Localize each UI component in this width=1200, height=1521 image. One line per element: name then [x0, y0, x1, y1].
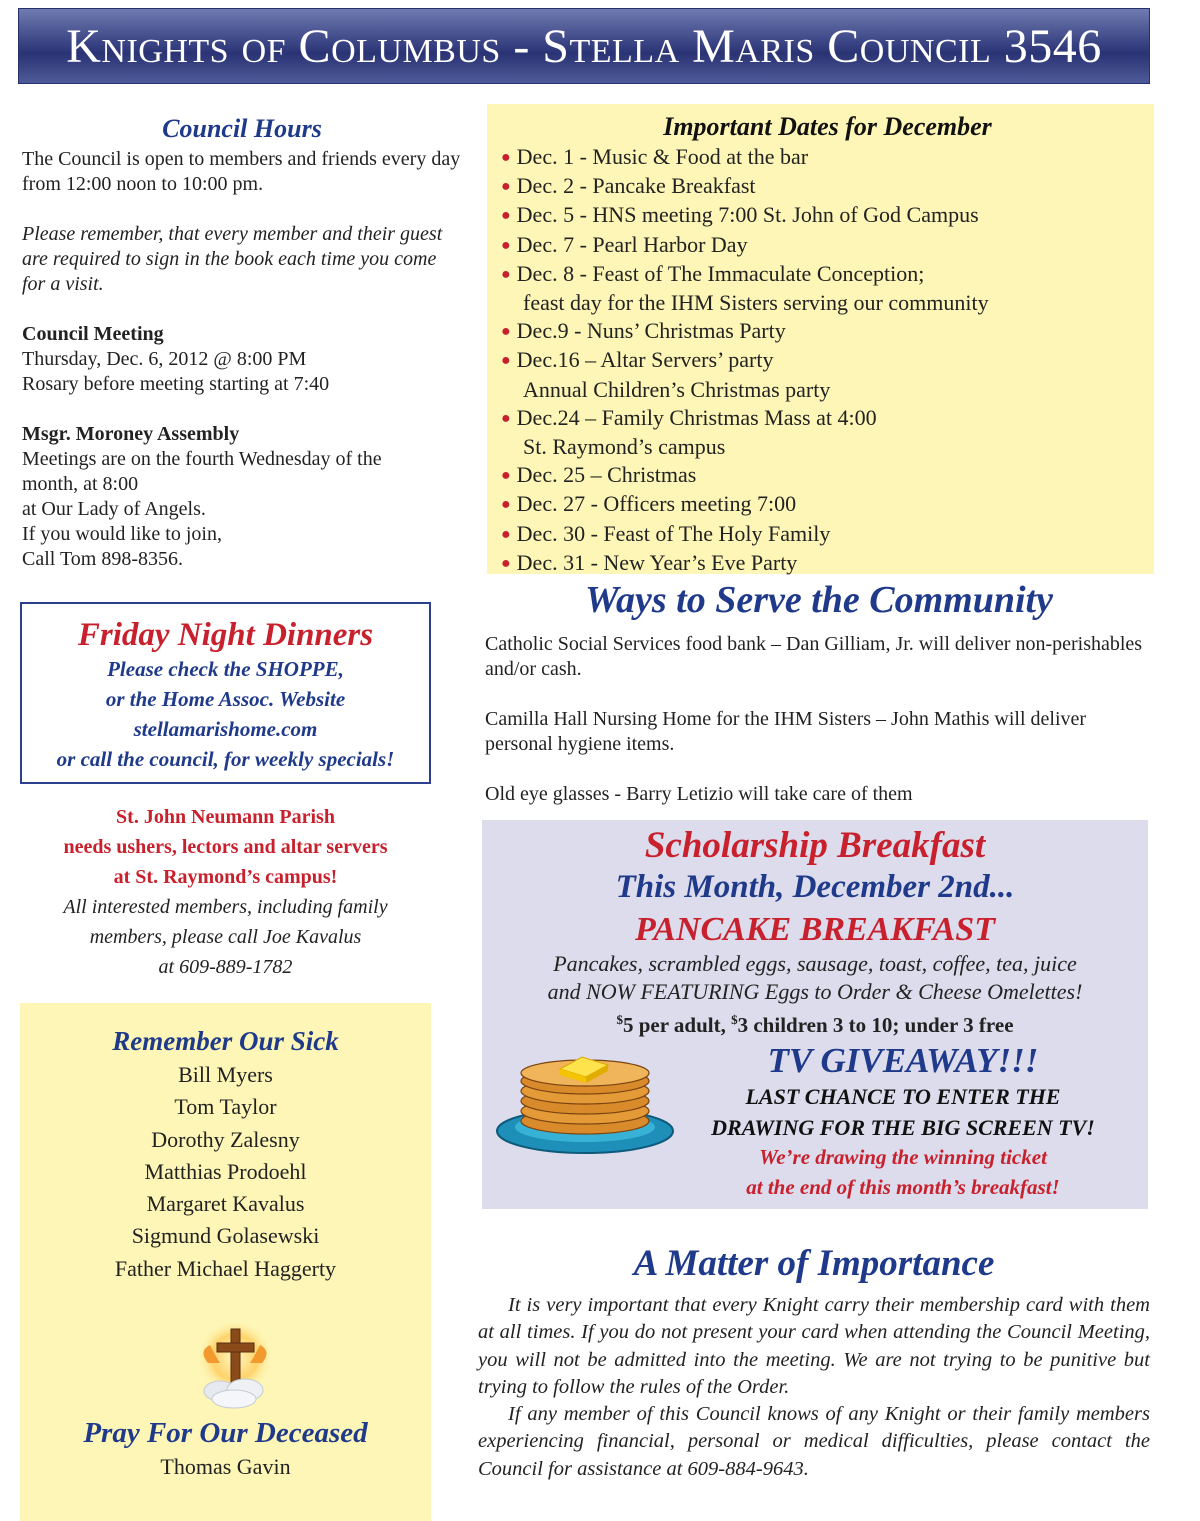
bullet-icon: ● [501, 525, 511, 543]
bullet-icon: ● [501, 236, 511, 254]
council-hours-title: Council Hours [162, 114, 322, 143]
assembly-title: Msgr. Moroney Assembly [22, 423, 240, 445]
sick-name: Tom Taylor [174, 1094, 277, 1120]
deceased-title: Pray For Our Deceased [83, 1417, 368, 1449]
bullet-icon: ● [501, 496, 511, 514]
neumann-contact-line: at 609-889-1782 [158, 956, 293, 978]
date-item [501, 404, 1154, 433]
bullet-icon: ● [501, 554, 511, 572]
last-chance-text [672, 1081, 1134, 1143]
bullet-icon: ● [501, 149, 511, 166]
sick-name: Margaret Kavalus [146, 1191, 305, 1217]
ways-to-serve-title: Ways to Serve the Community [585, 579, 1053, 621]
deceased-name: Thomas Gavin [160, 1454, 291, 1479]
date-item-text: Dec.16 – Altar Servers’ party [516, 347, 774, 373]
menu-line: and NOW FEATURING Eggs to Order & Cheese Omelettes! [547, 979, 1083, 1004]
important-dates-title: Important Dates for December [663, 112, 992, 141]
sign-in-reminder: Please remember, that every member and their guest are required to sign in the book each time you come for a visit. [22, 223, 443, 295]
website-link[interactable]: stellamarishome.com [133, 717, 318, 741]
pancake-stack-icon [490, 1035, 680, 1155]
bullet-icon: ● [501, 265, 511, 283]
scholarship-breakfast-box [482, 820, 1148, 1209]
rosary-note: Rosary before meeting starting at 7:40 [22, 373, 330, 395]
matter-title: A Matter of Importance [633, 1243, 995, 1284]
ways-to-serve-section [485, 578, 1153, 832]
assembly-line: at Our Lady of Angels. [22, 498, 206, 520]
last-chance-line: LAST CHANCE TO ENTER THE [745, 1084, 1061, 1109]
date-item [501, 260, 1154, 289]
serve-item: Catholic Social Services food bank – Dan Gilliam, Jr. will deliver non-perishables and/or cash. [485, 633, 1143, 680]
important-dates-box [487, 104, 1154, 574]
friday-line: Please check the SHOPPE, [107, 657, 344, 681]
matter-paragraph: It is very important that every Knight carry their membership card with them at all times. If you do not present your card when attending the Council Meeting, you will not be admitted into the meeting. We are not trying to be punitive but trying to follow the rules of the Order. [478, 1294, 1150, 1398]
bullet-icon: ● [501, 352, 511, 370]
menu-line: Pancakes, scrambled eggs, sausage, toast, coffee, tea, juice [553, 951, 1077, 976]
date-item [501, 231, 1154, 260]
date-item-text: Dec. 1 - Music & Food at the bar [516, 144, 809, 169]
drawing-note [672, 1142, 1134, 1202]
breakfast-menu [482, 950, 1148, 1006]
pancake-breakfast-heading: PANCAKE BREAKFAST [635, 911, 995, 948]
dollar-sign: $ [616, 1012, 623, 1027]
date-item-text: Dec. 27 - Officers meeting 7:00 [516, 491, 797, 517]
assembly-line: If you would like to join, [22, 523, 222, 545]
date-item [501, 461, 1154, 490]
friday-line: or call the council, for weekly specials! [56, 747, 395, 771]
council-meeting-block [22, 322, 462, 397]
drawing-line: We’re drawing the winning ticket [759, 1145, 1047, 1169]
friday-dinners-title: Friday Night Dinners [77, 617, 374, 653]
date-item-text: Dec. 31 - New Year’s Eve Party [516, 549, 798, 575]
council-hours-section [22, 116, 462, 572]
serve-item: Camilla Hall Nursing Home for the IHM Sisters – John Mathis will deliver personal hygiene items. [485, 708, 1087, 755]
serve-item: Old eye glasses - Barry Letizio will take care of them [485, 783, 913, 805]
date-item [501, 549, 1154, 578]
date-item-text: Dec. 25 – Christmas [516, 462, 697, 488]
date-item [501, 346, 1154, 375]
remember-sick-title: Remember Our Sick [112, 1026, 339, 1056]
date-item [501, 490, 1154, 519]
bullet-icon: ● [501, 467, 511, 485]
dollar-sign: $ [731, 1012, 738, 1027]
drawing-line: at the end of this month’s breakfast! [746, 1175, 1060, 1199]
date-item [501, 172, 1154, 201]
matter-of-importance-section [478, 1242, 1150, 1483]
date-item-continuation: St. Raymond’s campus [523, 434, 726, 460]
sick-name: Father Michael Haggerty [114, 1255, 337, 1281]
newsletter-banner [18, 8, 1150, 84]
banner-title: Knights of Columbus - Stella Maris Council 3546 [66, 20, 1102, 73]
matter-paragraph: If any member of this Council knows of any Knight or their family members experiencing financial, personal or medical difficulties, please contact the Council for assistance at 609-884-9643. [478, 1403, 1150, 1480]
cross-cloud-icon [190, 1323, 280, 1413]
sick-name: Sigmund Golasewski [131, 1223, 320, 1249]
bullet-icon: ● [501, 207, 511, 225]
date-item-text: Dec. 8 - Feast of The Immaculate Conception; [516, 260, 925, 286]
date-item-text: Dec. 30 - Feast of The Holy Family [516, 520, 831, 546]
last-chance-line: DRAWING FOR THE BIG SCREEN TV! [711, 1115, 1095, 1140]
sick-name: Dorothy Zalesny [151, 1126, 300, 1152]
date-item-text: Dec. 5 - HNS meeting 7:00 St. John of God Campus [516, 202, 979, 228]
date-item-continuation: Annual Children’s Christmas party [523, 376, 831, 402]
friday-dinners-box [20, 602, 431, 784]
date-item-text: Dec. 7 - Pearl Harbor Day [516, 231, 748, 257]
tv-giveaway-title: TV GIVEAWAY!!! [767, 1041, 1039, 1080]
assembly-line: month, at 8:00 [22, 473, 139, 495]
neumann-contact-line: members, please call Joe Kavalus [89, 926, 362, 948]
neumann-line: at St. Raymond’s campus! [113, 866, 338, 888]
assembly-line: Call Tom 898-8356. [22, 548, 184, 570]
date-item-text: Dec.24 – Family Christmas Mass at 4:00 [516, 404, 877, 430]
date-item-continuation: feast day for the IHM Sisters serving our community [523, 290, 989, 316]
bullet-icon: ● [501, 178, 511, 196]
scholarship-title: Scholarship Breakfast [644, 825, 986, 866]
neumann-parish-notice [20, 802, 431, 982]
neumann-line: St. John Neumann Parish [116, 806, 335, 828]
bullet-icon: ● [501, 409, 511, 427]
council-open-text: The Council is open to members and friends every day from 12:00 noon to 10:00 pm. [22, 148, 461, 195]
remember-sick-box [20, 1003, 431, 1521]
friday-line: or the Home Assoc. Website [105, 687, 346, 711]
neumann-contact-line: All interested members, including family [63, 896, 388, 918]
adult-price: 5 per adult, [622, 1013, 732, 1037]
neumann-line: needs ushers, lectors and altar servers [63, 836, 388, 858]
date-item-text: Dec.9 - Nuns’ Christmas Party [516, 318, 786, 344]
dates-list [501, 143, 1154, 578]
date-item [501, 143, 1154, 172]
date-item [501, 520, 1154, 549]
council-meeting-title: Council Meeting [22, 323, 164, 345]
sick-name: Matthias Prodoehl [144, 1158, 307, 1184]
assembly-line: Meetings are on the fourth Wednesday of the [22, 448, 382, 470]
council-meeting-date: Thursday, Dec. 6, 2012 @ 8:00 PM [22, 348, 307, 370]
sick-name: Bill Myers [178, 1062, 273, 1087]
scholarship-subtitle: This Month, December 2nd... [615, 869, 1015, 905]
date-item-text: Dec. 2 - Pancake Breakfast [516, 173, 756, 199]
date-item [501, 201, 1154, 230]
child-price: 3 children 3 to 10; under 3 free [737, 1013, 1014, 1037]
date-item [501, 317, 1154, 346]
bullet-icon: ● [501, 323, 511, 341]
assembly-block [22, 422, 462, 572]
